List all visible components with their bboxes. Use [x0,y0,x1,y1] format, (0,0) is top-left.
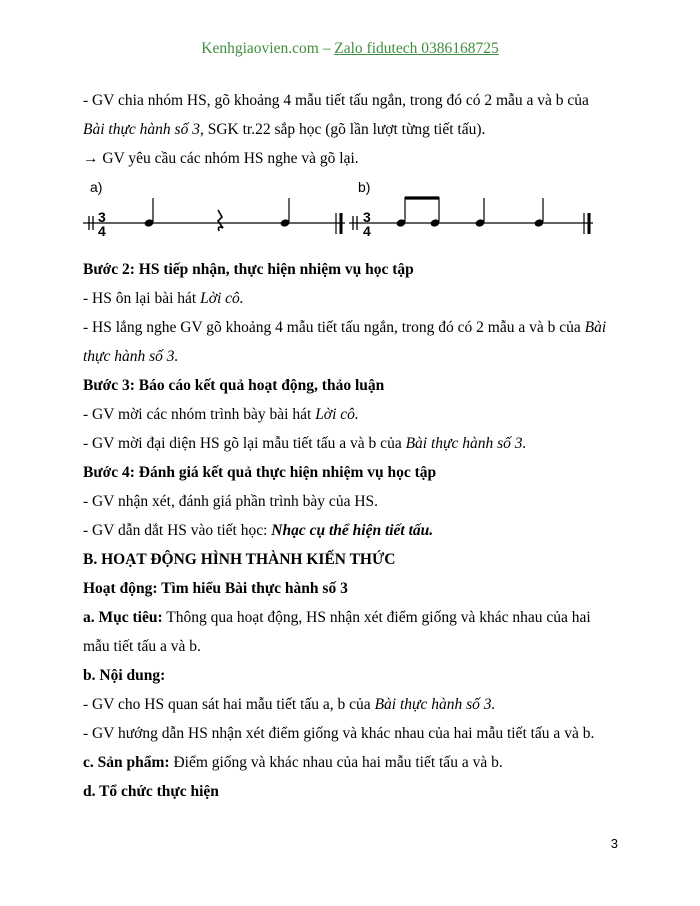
step3-line-2-pre: - GV mời đại diện HS gõ lại mẫu tiết tấu a và b của [83,435,406,452]
organization-label: d. Tổ chức thực hiện [83,783,219,800]
step4-line-2-pre: - GV dẫn dắt HS vào tiết học: [83,522,272,539]
step2-line-1 [83,284,623,313]
step3-line-2 [83,429,623,458]
step3-line-1 [83,400,623,429]
goal-line-1 [83,603,623,632]
step4-line-1: - GV nhận xét, đánh giá phần trình bày của HS. [83,493,379,510]
content-label: b. Nội dung: [83,667,166,684]
step3-line-1-italic: Lời cô. [315,406,359,423]
content-line-1 [83,690,623,719]
product-label: c. Sản phẩm: [83,754,170,771]
time-sig-b-bottom: 4 [363,223,371,239]
product-line [83,748,623,777]
goal-text: Thông qua hoạt động, HS nhận xét điểm giống và khác nhau của hai [162,609,591,626]
step4-line-2-emphasis: Nhạc cụ thể hiện tiết tấu. [271,522,434,539]
rhythm-b-label: b) [358,179,371,195]
intro-line-1: - GV chia nhóm HS, gõ khoảng 4 mẫu tiết tấu ngắn, trong đó có 2 mẫu a và b của [83,92,589,109]
content-line-1-italic: Bài thực hành số 3. [374,696,496,713]
section-b-heading: B. HOẠT ĐỘNG HÌNH THÀNH KIẾN THỨC [83,551,396,568]
goal-label: a. Mục tiêu: [83,609,163,626]
arrow-icon: → [83,150,99,167]
time-sig-b-top: 3 [363,209,371,225]
rhythm-a-label: a) [90,179,103,195]
header-zalo-link[interactable]: Zalo fidutech 0386168725 [334,40,499,57]
quarter-rest-icon [218,210,223,231]
intro-line-2-italic: Bài thực hành số 3 [83,121,200,138]
page-number: 3 [610,836,618,851]
step3-heading: Bước 3: Báo cáo kết quả hoạt động, thảo luận [83,377,385,394]
step2-line-3: thực hành số 3. [83,348,179,365]
time-sig-a-bottom: 4 [98,223,106,239]
intro-line-2 [83,115,623,144]
goal-line-2: mẫu tiết tấu a và b. [83,638,201,655]
step2-line-1-italic: Lời cô. [200,290,244,307]
header-site[interactable]: Kenhgiaovien.com [201,40,319,57]
content-line-1-pre: - GV cho HS quan sát hai mẫu tiết tấu a, b của [83,696,375,713]
step2-line-2 [83,313,623,342]
intro-line-3-text: GV yêu cầu các nhóm HS nghe và gõ lại. [98,150,359,167]
step2-line-1-pre: - HS ôn lại bài hát [83,290,201,307]
step3-line-1-pre: - GV mời các nhóm trình bày bài hát [83,406,316,423]
content-line-2: - GV hướng dẫn HS nhận xét điểm giống và khác nhau của hai mẫu tiết tấu a và b. [83,725,595,742]
time-sig-a-top: 3 [98,209,106,225]
document-body [83,86,623,806]
product-text: Điểm giống và khác nhau của hai mẫu tiết tấu a và b. [169,754,503,771]
rhythm-notation [83,173,623,255]
page-header [0,40,700,58]
intro-line-3 [83,144,623,173]
activity-heading: Hoạt động: Tìm hiểu Bài thực hành số 3 [83,580,348,597]
step2-line-2-text: - HS lắng nghe GV gõ khoảng 4 mẫu tiết tấu ngắn, trong đó có 2 mẫu a và b của [83,319,585,336]
step2-line-2-italic: Bài [584,319,607,336]
step4-line-2 [83,516,623,545]
intro-line-2-rest: , SGK tr.22 sắp học (gõ lần lượt từng tiết tấu). [199,121,486,138]
step2-heading: Bước 2: HS tiếp nhận, thực hiện nhiệm vụ học tập [83,261,414,278]
step4-heading: Bước 4: Đánh giá kết quả thực hiện nhiệm vụ học tập [83,464,437,481]
header-separator: – [318,40,335,57]
step3-line-2-italic: Bài thực hành số 3. [405,435,527,452]
